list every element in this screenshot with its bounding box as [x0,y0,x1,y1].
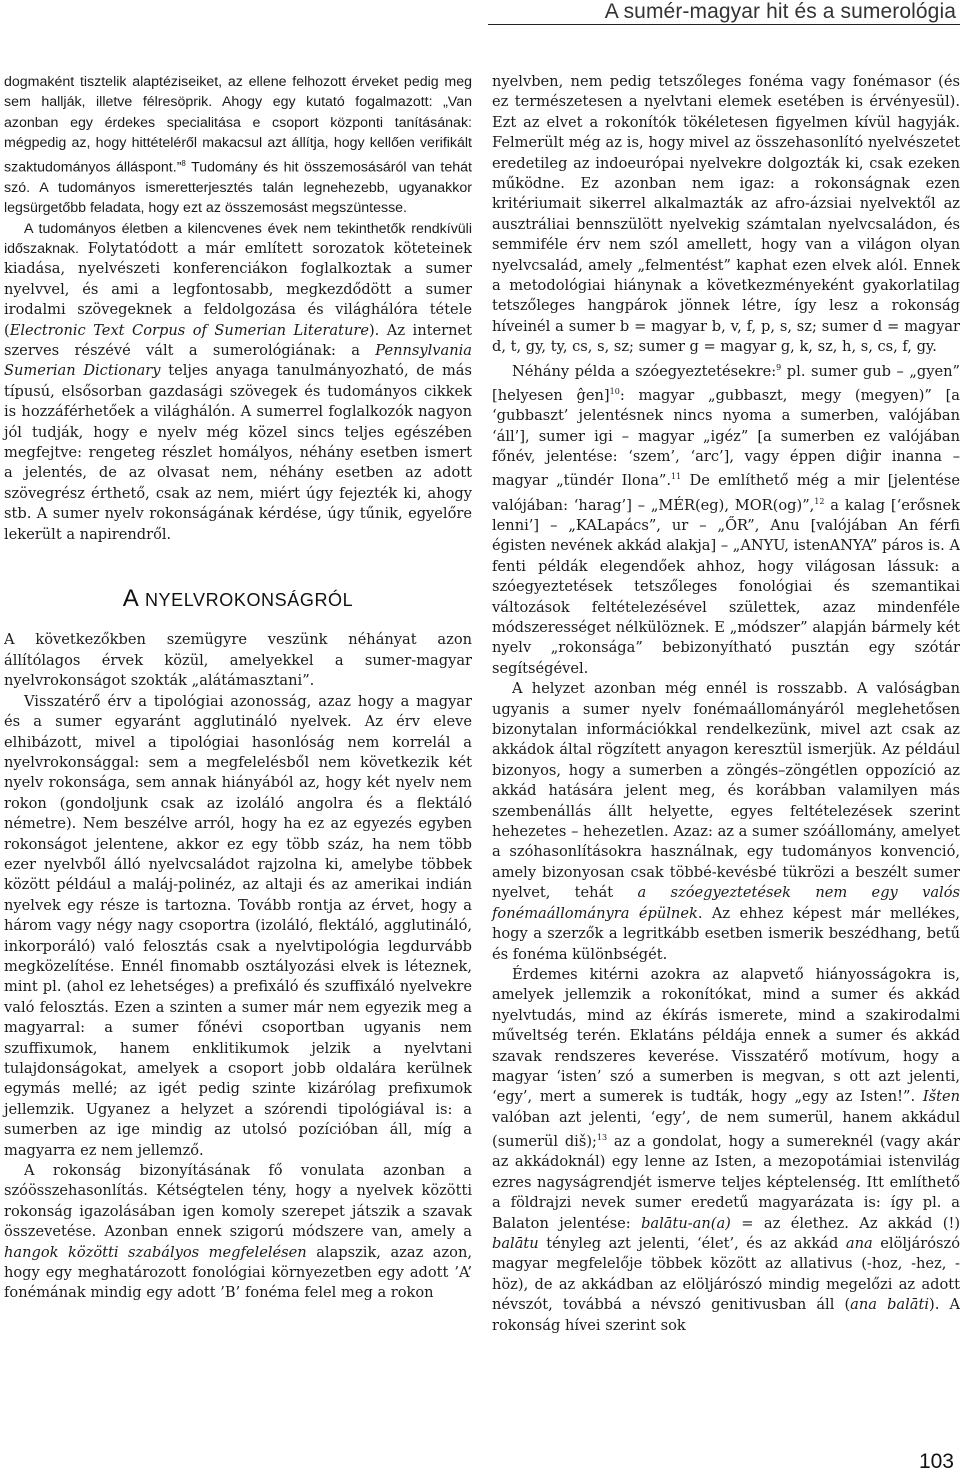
running-head: A sumér-magyar hit és a sumerológia [604,0,956,23]
body-paragraph: dogmaként tisztelik alaptéziseiket, az ellene felhozott érveket pedig meg sem hallják, illetve félresöprik. Ahogy egy kutató fogalmazott: „Van azonban egy érdekes specialitása e csoport központi tanításának: mégpedig az, hogy hittételéről makacsul azt állítja, hogy kellően verifikált szaktudományos álláspont.”$^8$ Tudomány és hit összemosásáról van tehát szó. A tudományos ismeretterjesztés talán legnehezebb, ugyanakkor legsürgetőbb feladata, hogy ezt az összemosást megszüntesse. [4,74,472,217]
left-column [4,72,472,1304]
body-paragraph: A rokonság bizonyításának fő vonulata azonban a szóösszehasonlítás. Kétségtelen tény, hogy a nyelvek közötti rokonság igazolásában igen komoly szerepet játszik a szavak összevetése. Azonban ennek szigorú módszere van, amely a hangok közötti szabályos megfelelésen alapszik, azaz azon, hogy egy meghatározott fonológiai környezetben egy adott ’A’ fonémának mindig egy adott ’B’ fonéma felel meg a rokon [4,1162,472,1302]
body-paragraph: A tudományos életben a kilencvenes évek nem tekinthetők rendkívüli időszaknak. Folytatódott a már említett sorozatok köteteinek kiadása, nyelvészeti konferenciákon foglalkoztak a sumer nyelvvel, és ami a legfontosabb, megkezdődött a sumer irodalmi szövegeknek a feldolgozása és világhálóra tétele (Electronic Text Corpus of Sumerian Literature). Az internet szerves részévé vált a sumerológiának: a Pennsylvania Sumerian Dictionary teljes anyaga tanulmányozható, de más típusú, elsősorban gazdasági szövegek és tudományos cikkek is hozzáférhetőek a világhálón. A sumerrel foglalkozók nagyon jól tudják, hogy e nyelv még közel sincs teljes egészében megfejtve: rengeteg részlet homályos, néhány esetben ismert a jelentés, de az olvasat nem, néhány esetben az adott szövegrész érthető, csak az nem, miért úgy fejezték ki, ahogy stb. A sumer nyelv rokonságának kérdése, úgy tűnik, egyelőre lekerült a napirendről. [4,220,472,543]
body-paragraph: Érdemes kitérni azokra az alapvető hiányosságokra is, amelyek jellemzik a rokonítókat, mind a sumer és akkád nyelvtudás, mind az ékírás ismerete, mind a szakirodalmi műveltség terén. Eklatáns példája ennek a sumer és akkád szavak rendszeres keverése. Visszatérő motívum, hogy a magyar ‘isten’ szó a sumerben is megvan, s ott azt jelenti, ‘egy’, mert a sumerek is tudták, hogy „egy az Isten!”. Išten valóban azt jelenti, ‘egy’, de nem sumerül, hanem akkádul (sumerül diš);$^{13}$ az a gondolat, hogy a sumereknél (vagy akár az akkádoknál) egy lenne az Isten, a mezopotámiai istenvilág ezres nagyságrendjét ismerve teljes képtelenség. Itt említhető a földrajzi nevek sumer eredetű magyarázata is: így pl. a Balaton jelentése: balātu-an(a) = az élethez. Az akkád (!) balātu tényleg azt jelenti, ‘élet’, és az akkád ana elöljárószó magyar megfelelője többek között az allativus (-hoz, -hez, -höz), de az akkádban az elöljárószó mindig megelőzi az adott névszót, továbbá a névszó genitivusban áll (ana balāti). A rokonság hívei szerint sok [492,965,960,1334]
body-paragraph: Visszatérő érv a tipológiai azonosság, azaz hogy a magyar és a sumer egyaránt agglutináló nyelvek. Az érv eleve elhibázott, mivel a tipológiai hasonlóság nem korrelál a nyelvrokonsággal: sem a megfelelésből nem következik két nyelv rokonsága, sem annak hiányából az, hogy két nyelv nem rokon (gondoljunk csak az izoláló angolra és a flektáló németre). Nem beszélve arról, hogy ha ez az egyezés egyben rokonságot jelentene, akkor ez egy több száz, ha nem több ezer nyelvből álló nyelvcsaládot rajzolna ki, amelybe többek között például a maláj-polinéz, az altaji és az amerikai indián nyelvek egy része is tartozna. Tovább rontja az érvet, hogy a három vagy négy nagy csoportra (izoláló, flektáló, agglutináló, inkorporáló) való felosztás csak a nyelvtipológia legdurvább megközelítése. Ennél finomabb osztályozási elvek is léteznek, mint pl. (ahol ez lehetséges) a prefixáló és szuffixáló nyelvekre való felosztás. Ezen a szinten a sumer már nem egyezik meg a magyarral: a sumer főnévi csoportban ugyanis nem szuffixumok, hanem enklitikumok jelzik a nyelvtani tulajdonságokat, amelyek a csoport jobb oldalára kerülnek egymás mellé; az igét pedig szinte kizárólag prefixumok jellemzik. Ugyanez a helyzet a szórendi tipológiával is: a sumerben az ige mindig az utolsó pozícióban áll, míg a magyarra ez nem jellemző. [4,692,472,1159]
header-rule [488,24,960,25]
body-paragraph: A helyzet azonban még ennél is rosszabb. A valóságban ugyanis a sumer nyelv fonémaállományáról meglehetősen bizonytalan információkkal rendelkezünk, mivel azt csak az akkádok által rögzített anyagon keresztül ismerjük. Az például bizonyos, hogy a sumerben a zöngés–zöngétlen oppozíció az akkád hatására jelent meg, és korábban valamilyen más szembenállás állt helyette, egyes feltételezések szerint hehezetes – hehezetlen. Azaz: az a sumer szóállomány, amelyet a szóhasonlításokra használnak, egy tudományos konvenció, amely bizonyosan csak többé-kevésbé tükrözi a beszélt sumer nyelvet, tehát a szóegyeztetések nem egy valós fonémaállományra épülnek. Az ehhez képest már mellékes, hogy a szerzők a legritkább esetben ismerik beszédhang, betű és fonéma különbségét. [492,680,960,963]
body-paragraph: A következőkben szemügyre veszünk néhányat azon állítólagos érvek közül, amelyekkel a sumer-magyar nyelvrokonságot szokták „alátámasztani”. [4,631,472,690]
right-column [492,72,960,1336]
page-number: 103 [918,1450,954,1473]
body-paragraph: Néhány példa a szóegyeztetésekre:$^9$ pl. sumer gub – „gyen” [helyesen ĝen]$^{10}$: magyar „gubbaszt, megy (megyen)” [a ‘gubbaszt’ jelentésnek nincs nyoma a sumerben, valójában ‘áll’], sumer igi – magyar „igéz” [a sumerben ez valójában főnév, jelentése: ‘szem’, ‘arc’], vagy éppen diĝir inanna – magyar „tündér Ilona”.$^{11}$ De említhető még a mir [jelentése valójában: ‘harag’] – „MÉR(eg), MOR(og)”,$^{12}$ a kalag [‘erősnek lenni’] – „KALapács”, ur – „ŐR”, Anu [valójában An férfi égisten nevének akkád alakja] – „ANYU, istenANYA” páros is. A fenti példák elegendőek ahhoz, hogy világosan lássuk: a szóegyeztetések tetszőleges fonológiai és szemantikai változások feltételezésével születtek, azaz mindenféle módszerességet nélkülöznek. E „módszer” alapján bármely két nyelv „rokonsága” bebizonyítható pusztán egy szótár segítségével. [492,362,960,677]
body-paragraph: nyelvben, nem pedig tetszőleges fonéma vagy fonémasor (és ez természetesen a nyelvtani elemek esetében is érvényesül). Ezt az elvet a rokonítók tökéletesen figyelmen kívül hagyják. Felmerült még az is, hogy mivel az összehasonlító nyelvészetet eredetileg az indoeurópai nyelvekre dolgozták ki, csak ezeken működne. Ez azonban nem igaz: a rokonságnak ezen kritériumait sikerrel alkalmazták az afro-ázsiai nyelvektől az ausztráliai bennszülött nyelvekig számtalan nyelvcsaládon, és semmiféle érv nem szól amellett, hogy van a világon olyan nyelvcsalád, amely „felmentést” kaphat ezen elvek alól. Ennek a metodológiai hiánynak a következményeként gyakorlatilag tetszőleges hangpárok jönnek létre, így lesz a rokonság híveinél a sumer b = magyar b, v, f, p, s, sz; sumer d = magyar d, t, gy, ty, cs, s, sz; sumer g = magyar g, k, sz, h, s, cs, f, gy. [492,73,960,356]
section-heading: A NYELVROKONSÁGRÓL [122,585,354,613]
